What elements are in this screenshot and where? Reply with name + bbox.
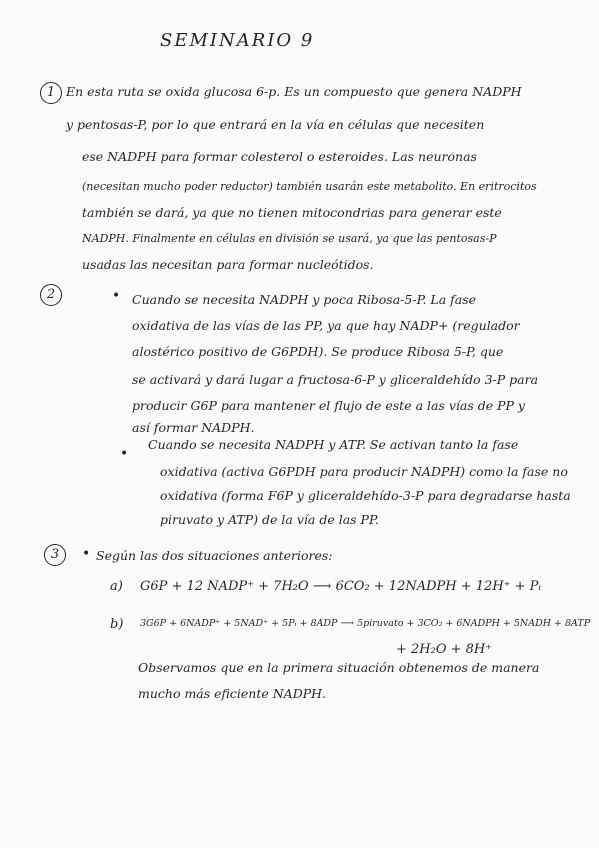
s1-line-2: y pentosas-P, por lo que entrará en la vía en células que necesiten — [66, 117, 485, 132]
s1-line-3: ese NADPH para formar colesterol o esteroides. Las neuronas — [82, 149, 477, 164]
s1-line-5: también se dará, ya que no tienen mitocondrias para generar este — [82, 205, 502, 220]
page-title: SEMINARIO 9 — [160, 30, 315, 51]
bullet-icon: • — [120, 446, 129, 462]
s2-b1-line-2: oxidativa de las vías de las PP, ya que hay NADP+ (regulador — [132, 318, 520, 333]
bullet-icon: • — [82, 546, 91, 562]
s2-b2-line-1: Cuando se necesita NADPH y ATP. Se activan tanto la fase — [148, 437, 519, 452]
s2-b1-line-5: producir G6P para mantener el flujo de este a las vías de PP y — [132, 398, 525, 413]
s2-b1-line-6: así formar NADPH. — [132, 420, 255, 435]
formula-b-continuation: + 2H₂O + 8H⁺ — [396, 642, 493, 657]
s1-line-1: En esta ruta se oxida glucosa 6-p. Es un compuesto que genera NADPH — [66, 84, 522, 99]
s3-intro: Según las dos situaciones anteriores: — [96, 548, 333, 563]
s2-b1-line-1: Cuando se necesita NADPH y poca Ribosa-5-P. La fase — [132, 292, 477, 307]
s3-conclusion-1: Observamos que en la primera situación obtenemos de manera — [138, 660, 540, 675]
s3-conclusion-2: mucho más eficiente NADPH. — [138, 686, 326, 701]
formula-b-label: b) — [110, 617, 124, 632]
s1-line-4: (necesitan mucho poder reductor) también usarán este metabolito. En eritrocitos — [82, 180, 537, 193]
s2-b2-line-2: oxidativa (activa G6PDH para producir NADPH) como la fase no — [160, 464, 568, 479]
s2-b1-line-3: alostérico positivo de G6PDH). Se produce Ribosa 5-P, que — [132, 344, 504, 359]
section-3-number: 3 — [44, 544, 66, 566]
s1-line-6: NADPH. Finalmente en células en división se usará, ya que las pentosas-P — [82, 232, 497, 245]
section-1-number: 1 — [40, 82, 62, 104]
formula-b: 3G6P + 6NADP⁺ + 5NAD⁺ + 5Pᵢ + 8ADP ⟶ 5piruvato + 3CO₂ + 6NADPH + 5NADH + 8ATP — [140, 618, 591, 629]
s2-b2-line-4: piruvato y ATP) de la vía de las PP. — [160, 512, 379, 527]
section-2-number: 2 — [40, 284, 62, 306]
s2-b2-line-3: oxidativa (forma F6P y gliceraldehído-3-P para degradarse hasta — [160, 488, 571, 503]
s2-b1-line-4: se activará y dará lugar a fructosa-6-P y gliceraldehído 3-P para — [132, 372, 539, 387]
bullet-icon: • — [112, 288, 121, 304]
formula-a: G6P + 12 NADP⁺ + 7H₂O ⟶ 6CO₂ + 12NADPH + 12H⁺ + Pᵢ — [140, 579, 542, 594]
formula-a-label: a) — [110, 579, 123, 594]
s1-line-7: usadas las necesitan para formar nucleótidos. — [82, 257, 374, 272]
